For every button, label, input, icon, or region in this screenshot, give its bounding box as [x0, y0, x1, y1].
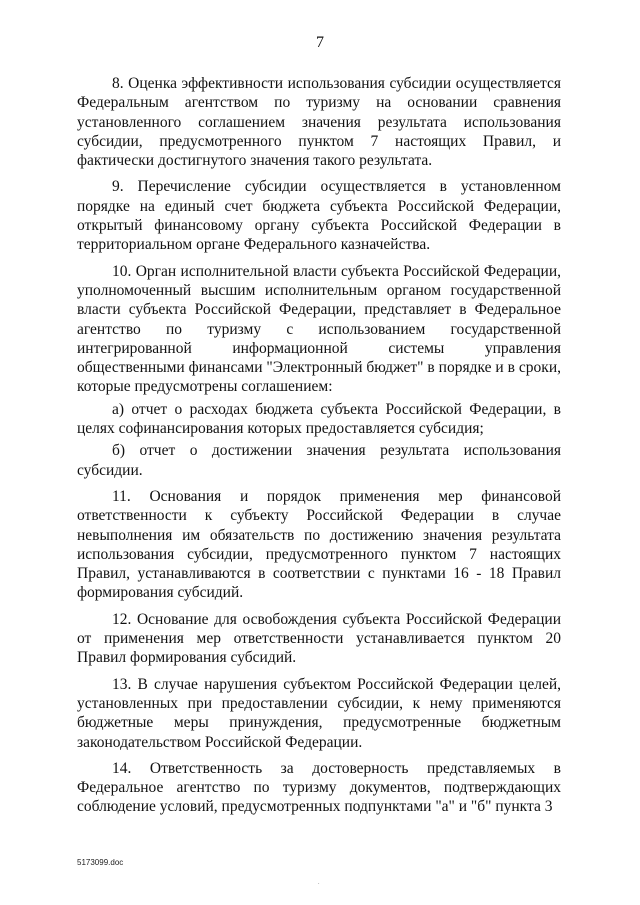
page-number: 7 — [316, 34, 324, 51]
paragraph-14-responsibility: 14. Ответственность за достоверность представляемых в Федеральное агентство по туризму документов, подтверждающих соблюдение условий, предусмотренных подпунктами "а" и "б" пункта 3 — [77, 759, 561, 816]
paragraph-10-reporting: 10. Орган исполнительной власти субъекта Российской Федерации, уполномоченный высшим исполнительным органом государственной власти субъекта Российской Федерации, представляет в Федеральное агентство по туризму с использованием государственной интегрированной информационной системы управления общественными финансами "Электронный бюджет" в порядке и в сроки, которые предусмотрены соглашением: — [77, 262, 561, 396]
paragraph-8-evaluation: 8. Оценка эффективности использования субсидии осуществляется Федеральным агентством по туризму на основании сравнения установленного соглашением значения результата использования субсидии, предусмотренного пунктом 7 настоящих Правил, и фактически достигнутого значения такого результата. — [77, 75, 561, 170]
document-body — [77, 74, 561, 817]
paragraph-10b-result-report: б) отчет о достижении значения результата использования субсидии. — [77, 442, 561, 479]
paragraph-13-violation: 13. В случае нарушения субъектом Российской Федерации целей, установленных при предоставлении субсидии, к нему применяются бюджетные меры принуждения, предусмотренные бюджетным законодательством Российской Федерации. — [77, 675, 561, 751]
paragraph-12-exemption: 12. Основание для освобождения субъекта Российской Федерации от применения мер ответственности устанавливается пунктом 20 Правил формирования субсидий. — [77, 610, 561, 667]
footer-filename: 5173099.doc — [77, 858, 124, 867]
paragraph-11-liability: 11. Основания и порядок применения мер финансовой ответственности к субъекту Российской Федерации в случае невыполнения им обязательств по достижению значения результата использования субсидии, предусмотренного пунктом 7 настоящих Правил, устанавливаются в соответствии с пунктами 16 - 18 Правил формирования субсидий. — [77, 487, 561, 602]
paragraph-10a-expense-report: а) отчет о расходах бюджета субъекта Российской Федерации, в целях софинансирования которых предоставляется субсидия; — [77, 400, 561, 438]
footer-mark: . — [318, 880, 320, 886]
paragraph-9-transfer: 9. Перечисление субсидии осуществляется в установленном порядке на единый счет бюджета субъекта Российской Федерации, открытый финансовому органу субъекта Российской Федерации в территориальном органе Федерального казначейства. — [77, 178, 561, 254]
